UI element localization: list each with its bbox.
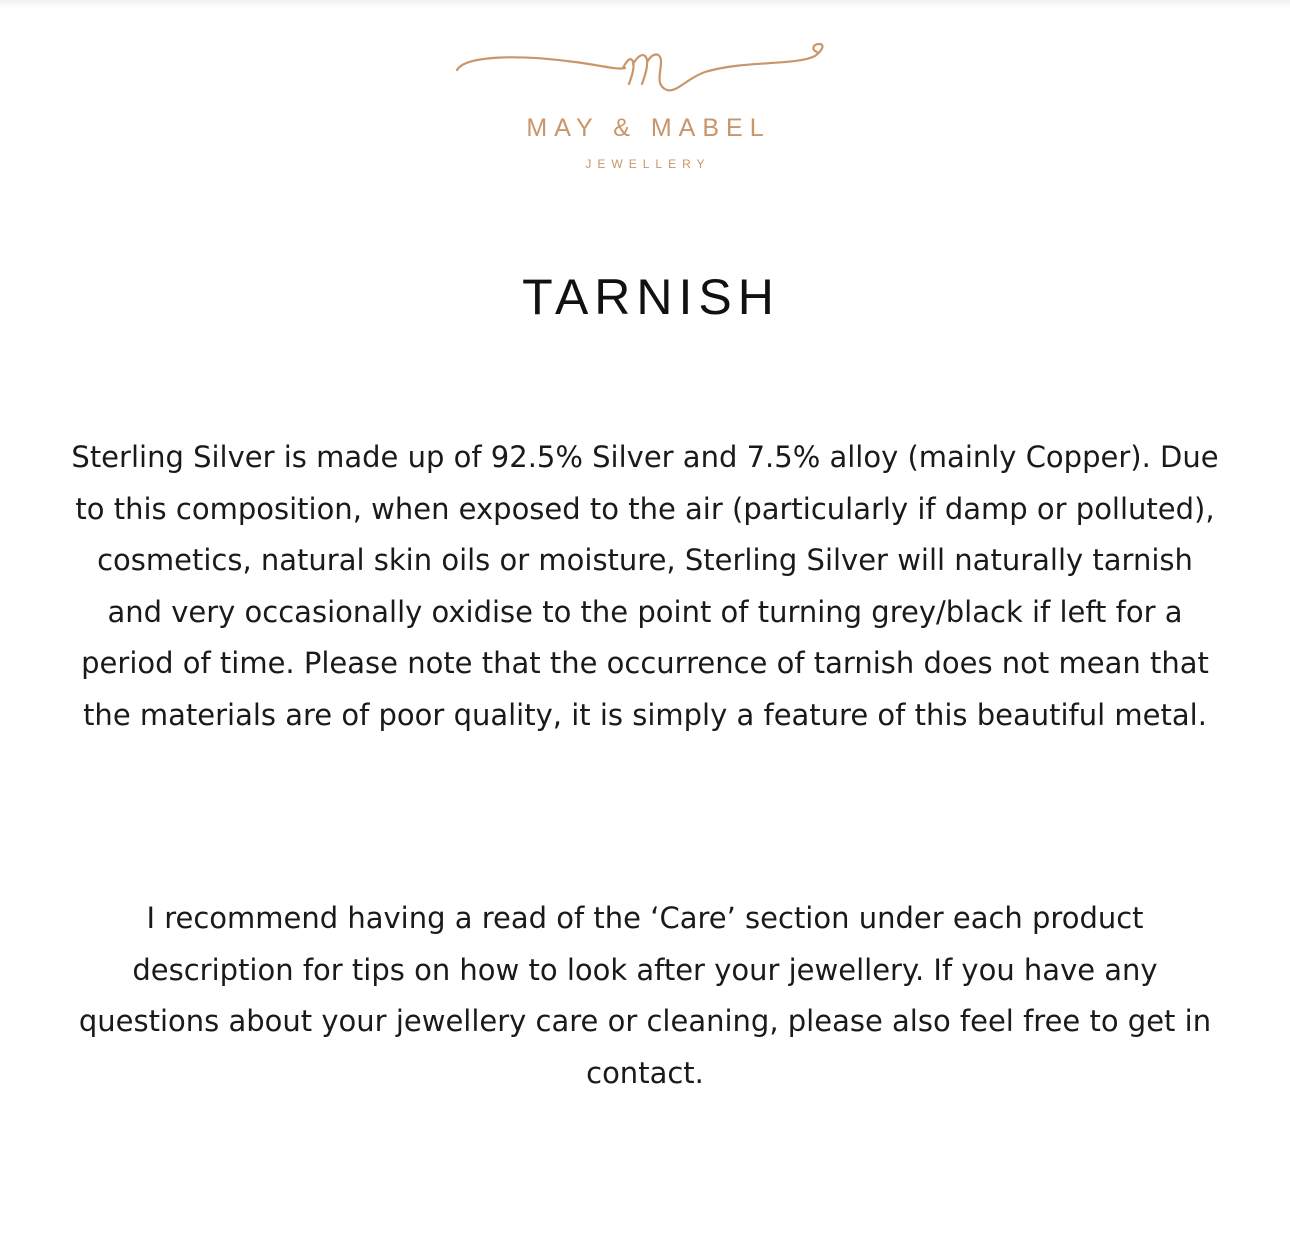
top-edge-shadow (0, 0, 1290, 8)
brand-tagline: JEWELLERY (585, 157, 711, 171)
brand-logo (0, 38, 1290, 171)
tarnish-explanation-paragraph: Sterling Silver is made up of 92.5% Silver and 7.5% alloy (mainly Copper). Due to this composition, when exposed to the air (particularly if damp or polluted), cosmetics, natural skin oils or moisture, Sterling Silver will naturally tarnish and very occasionally oxidise to the point of turning grey/black if left for a period of time. Please note that the occurrence of tarnish does not mean that the materials are of poor quality, it is simply a feature of this beautiful metal. (71, 440, 1219, 732)
care-recommendation-paragraph: I recommend having a read of the ‘Care’ section under each product description for tips on how to look after your jewellery. If you have any questions about your jewellery care or cleaning, please also feel free to get in contact. (78, 901, 1212, 1090)
monogram-swash-icon (455, 38, 835, 102)
brand-name: MAY & MABEL (526, 114, 771, 142)
page-title: TARNISH (522, 269, 780, 325)
